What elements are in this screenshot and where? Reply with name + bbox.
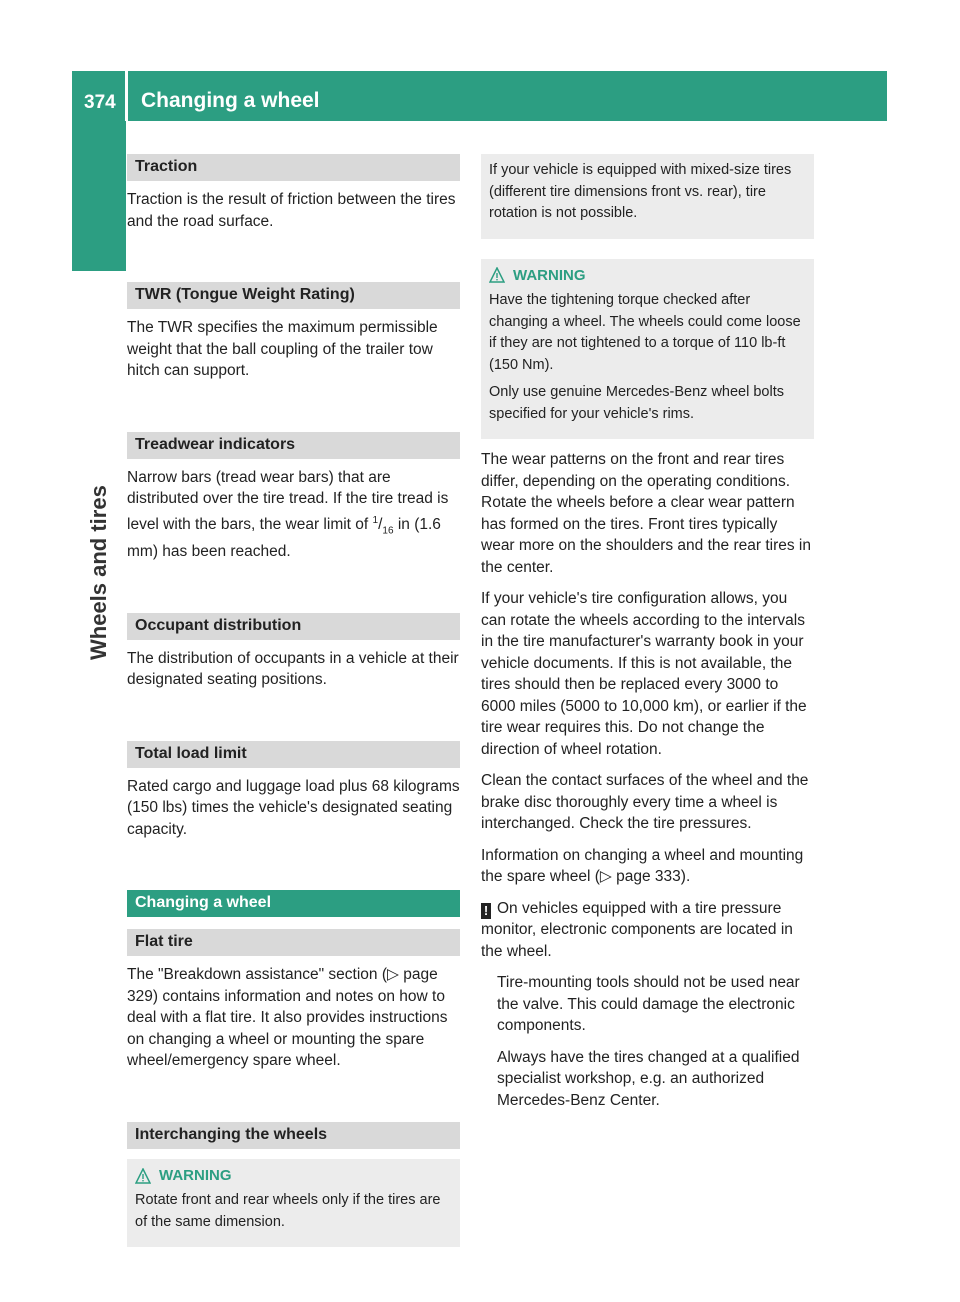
note-workshop: Always have the tires changed at a qualified specialist workshop, e.g. an authorized Mercedes-Benz Center. — [497, 1048, 800, 1109]
chapter-side-label — [86, 460, 112, 660]
twr-text: The TWR specifies the maximum permissible weight that the ball coupling of the trailer tow hitch can support. — [127, 319, 438, 379]
section-heading-twr: TWR (Tongue Weight Rating) — [127, 282, 460, 309]
section-heading-interchanging: Interchanging the wheels — [127, 1122, 460, 1149]
section-heading-treadwear: Treadwear indicators — [127, 432, 460, 459]
rotation-interval-text: If your vehicle's tire configuration allows, you can rotate the wheels according to the intervals in the tire manufacturer's warranty book in your vehicle documents. If this is not available, the tires should then be replaced every 3000 to 6000 miles (5000 to 10,000 km), or earlier if the tire wear requires this. Do not change the direction of wheel rotation. — [481, 590, 807, 758]
section-heading-traction: Traction — [127, 154, 460, 181]
chapter-heading-changing: Changing a wheel — [127, 890, 460, 917]
clean-contact-text: Clean the contact surfaces of the wheel and the brake disc thoroughly every time a wheel is interchanged. Check the tire pressures. — [481, 772, 809, 832]
header-divider — [125, 71, 128, 121]
warning-text-torque: Have the tightening torque checked after changing a wheel. The wheels could come loose if they are not tightened to a torque of 110 lb-ft (150 Nm). — [489, 292, 801, 373]
warning-triangle-icon — [489, 267, 505, 283]
warning-text: Rotate front and rear wheels only if the tires are of the same dimension. — [135, 1192, 441, 1230]
exclamation-icon: ! — [481, 903, 491, 919]
mixed-size-note: If your vehicle is equipped with mixed-size tires (different tire dimensions front vs. rear), tire rotation is not possible. — [489, 162, 792, 221]
spare-wheel-ref-text: Information on changing a wheel and mounting the spare wheel (▷ page 333). — [481, 846, 804, 885]
section-heading-flat-tire: Flat tire — [127, 929, 460, 956]
right-column — [481, 154, 814, 1121]
warning-title: WARNING — [513, 266, 586, 284]
mixed-size-note-box — [481, 154, 814, 239]
occupant-text: The distribution of occupants in a vehicle at their designated seating positions. — [127, 649, 459, 689]
warning-box-torque — [481, 259, 814, 440]
page-number: 374 — [84, 92, 116, 113]
page-title: Changing a wheel — [141, 89, 320, 112]
treadwear-text: Narrow bars (tread wear bars) that are distributed over the tire tread. If the tire tread is level with the bars, the wear limit of $^1/_{16}$ in (1.6 mm) has been reached. — [127, 468, 449, 561]
section-heading-total-load: Total load limit — [127, 741, 460, 768]
note-tpms: ! On vehicles equipped with a tire pressure monitor, electronic components are located in the wheel. — [481, 899, 793, 960]
traction-text: Traction is the result of friction between the tires and the road surface. — [127, 191, 456, 230]
chapter-side-label-text: Wheels and tires — [86, 485, 111, 660]
warning-triangle-icon — [135, 1168, 151, 1184]
warning-box-rotate — [127, 1159, 460, 1248]
flat-tire-text: The "Breakdown assistance" section (▷ page 329) contains information and notes on how to deal with a flat tire. It also provides instructions on changing a wheel or mounting the spare wheel/emergency spare wheel. — [127, 966, 448, 1070]
side-tab — [72, 121, 126, 271]
wear-pattern-text: The wear patterns on the front and rear tires differ, depending on the operating conditions. Rotate the wheels before a clear wear pattern has formed on the tires. Front tires typically wear more on the shoulders and the rear tires in the center. — [481, 451, 811, 576]
note-tools: Tire-mounting tools should not be used near the valve. This could damage the electronic components. — [497, 974, 800, 1034]
total-load-text: Rated cargo and luggage load plus 68 kilograms (150 lbs) times the vehicle's designated seating capacity. — [127, 777, 460, 838]
page-ref-arrow-icon: ▷ — [387, 966, 399, 984]
left-column — [127, 154, 460, 1247]
warning-title: WARNING — [159, 1166, 232, 1184]
page-ref-arrow-icon: ▷ — [599, 868, 612, 885]
section-heading-occupant: Occupant distribution — [127, 613, 460, 640]
warning-text-bolts: Only use genuine Mercedes-Benz wheel bolts specified for your vehicle's rims. — [489, 384, 784, 422]
